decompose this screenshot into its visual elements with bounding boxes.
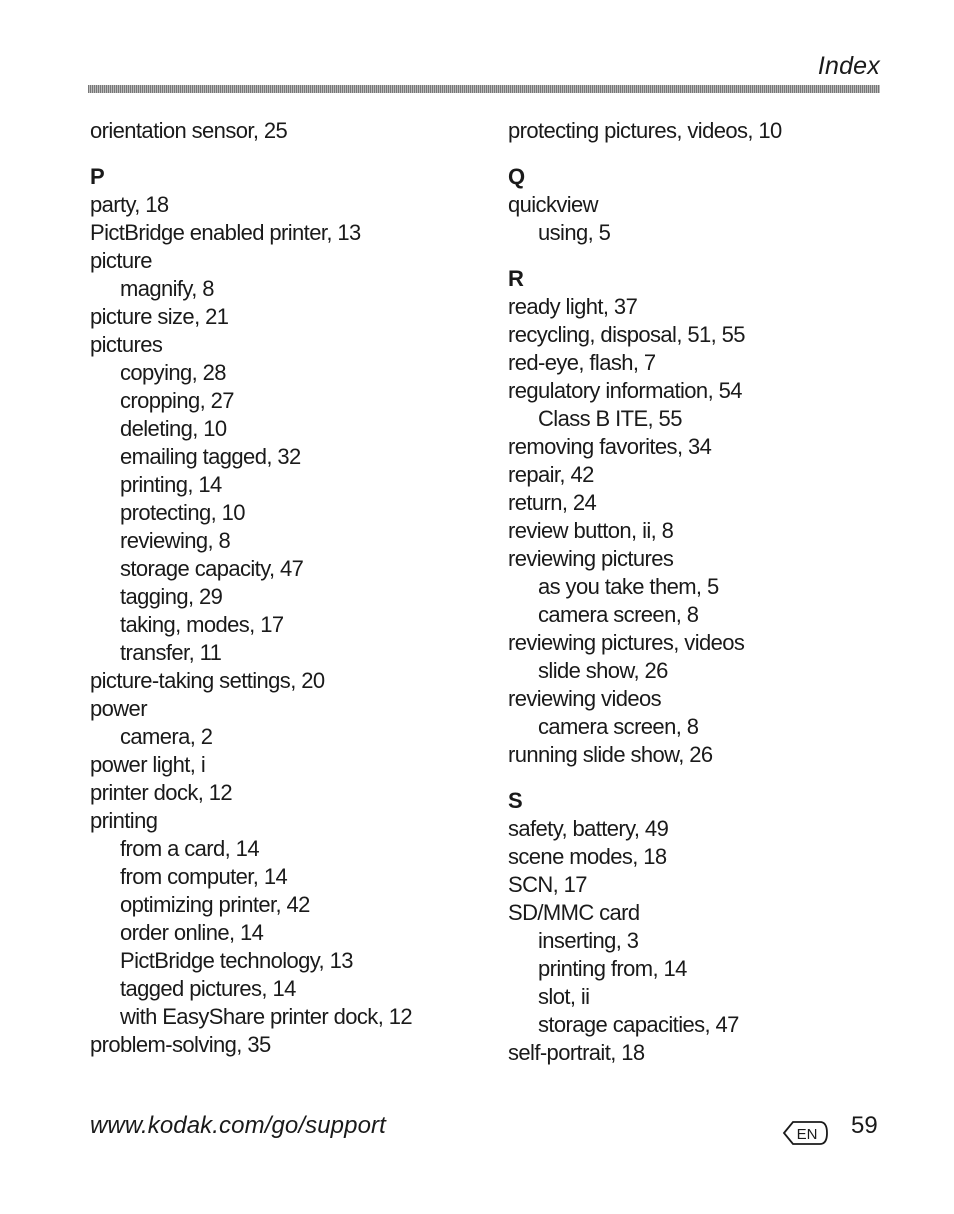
- index-entry: scene modes, 18: [508, 844, 667, 869]
- index-entry-list: [90, 191, 490, 1059]
- index-subentry: deleting, 10: [120, 416, 227, 441]
- index-column-left: [90, 117, 490, 1059]
- index-entry: safety, battery, 49: [508, 816, 669, 841]
- page-header-title: Index: [817, 52, 880, 80]
- index-entry: picture size, 21: [90, 304, 229, 329]
- header-rule: [88, 85, 880, 93]
- index-column-right: [508, 117, 908, 1067]
- index-entry: picture: [90, 248, 152, 273]
- index-subentry: tagging, 29: [120, 584, 223, 609]
- index-subentry: PictBridge technology, 13: [120, 948, 353, 973]
- index-letter-heading: R: [508, 266, 524, 291]
- index-subentry: from computer, 14: [120, 864, 288, 889]
- language-badge-text: EN: [796, 1126, 818, 1143]
- index-subentry: taking, modes, 17: [120, 612, 284, 637]
- index-entry: printer dock, 12: [90, 780, 233, 805]
- index-subentry: slot, ii: [538, 984, 590, 1009]
- index-entry: quickview: [508, 192, 598, 217]
- index-letter-heading: S: [508, 788, 523, 813]
- footer-url: www.kodak.com/go/support: [90, 1112, 386, 1139]
- index-subentry: using, 5: [538, 220, 611, 245]
- index-entry: return, 24: [508, 490, 597, 515]
- index-subentry: copying, 28: [120, 360, 226, 385]
- index-subentry: magnify, 8: [120, 276, 214, 301]
- index-subentry: Class B ITE, 55: [538, 406, 682, 431]
- index-subentry: inserting, 3: [538, 928, 639, 953]
- index-entry: power light, i: [90, 752, 206, 777]
- index-entry: red-eye, flash, 7: [508, 350, 656, 375]
- index-subentry: order online, 14: [120, 920, 264, 945]
- index-entry: SD/MMC card: [508, 900, 640, 925]
- index-subentry: cropping, 27: [120, 388, 234, 413]
- index-subentry: emailing tagged, 32: [120, 444, 301, 469]
- index-entry: problem-solving, 35: [90, 1032, 271, 1057]
- index-entry: SCN, 17: [508, 872, 587, 897]
- index-subentry: storage capacities, 47: [538, 1012, 739, 1037]
- index-entry: picture-taking settings, 20: [90, 668, 325, 693]
- index-entry: orientation sensor, 25: [90, 118, 288, 143]
- index-entry: reviewing pictures, videos: [508, 630, 745, 655]
- index-entry: pictures: [90, 332, 163, 357]
- index-subentry: camera, 2: [120, 724, 213, 749]
- index-entry: self-portrait, 18: [508, 1040, 645, 1065]
- index-entry: removing favorites, 34: [508, 434, 712, 459]
- index-entry: party, 18: [90, 192, 169, 217]
- index-subentry: transfer, 11: [120, 640, 222, 665]
- index-letter-heading: Q: [508, 164, 525, 189]
- index-letter-heading: P: [90, 164, 105, 189]
- index-subentry: camera screen, 8: [538, 602, 699, 627]
- index-subentry: as you take them, 5: [538, 574, 719, 599]
- index-subentry: protecting, 10: [120, 500, 245, 525]
- index-subentry: optimizing printer, 42: [120, 892, 310, 917]
- index-subentry: from a card, 14: [120, 836, 259, 861]
- index-subentry: printing, 14: [120, 472, 222, 497]
- index-subentry: reviewing, 8: [120, 528, 231, 553]
- index-entry: protecting pictures, videos, 10: [508, 118, 782, 143]
- index-entry: PictBridge enabled printer, 13: [90, 220, 361, 245]
- index-entry: recycling, disposal, 51, 55: [508, 322, 745, 347]
- index-entry: reviewing videos: [508, 686, 662, 711]
- index-entry: review button, ii, 8: [508, 518, 674, 543]
- index-subentry: tagged pictures, 14: [120, 976, 296, 1001]
- index-subentry: camera screen, 8: [538, 714, 699, 739]
- index-subentry: slide show, 26: [538, 658, 668, 683]
- index-subentry: printing from, 14: [538, 956, 687, 981]
- index-entry: printing: [90, 808, 158, 833]
- index-entry: running slide show, 26: [508, 742, 713, 767]
- index-subentry: storage capacity, 47: [120, 556, 304, 581]
- index-entry: repair, 42: [508, 462, 594, 487]
- language-badge-icon: [780, 1118, 830, 1148]
- index-entry: reviewing pictures: [508, 546, 674, 571]
- index-subentry: with EasyShare printer dock, 12: [120, 1004, 412, 1029]
- index-entry: power: [90, 696, 147, 721]
- index-entry: ready light, 37: [508, 294, 638, 319]
- page-number: 59: [851, 1112, 878, 1139]
- index-section-list: [508, 163, 908, 1067]
- index-entry: regulatory information, 54: [508, 378, 742, 403]
